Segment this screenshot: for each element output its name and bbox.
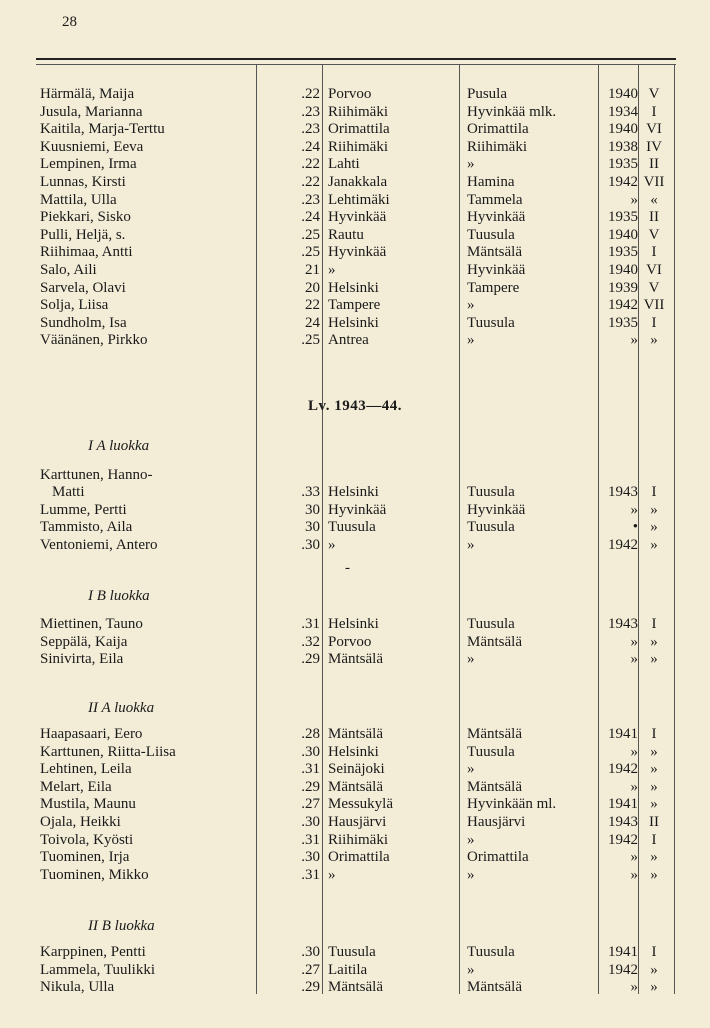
cell-age: 21 <box>305 262 320 278</box>
table-row <box>0 484 710 501</box>
cell-class: VII <box>643 174 665 190</box>
table-row <box>0 104 710 121</box>
cell-year: 1935 <box>608 314 638 331</box>
cell-name: Kuusniemi, Eeva <box>40 138 144 155</box>
cell-home: » <box>467 651 475 668</box>
cell-born: Helsinki <box>328 616 379 632</box>
cell-class: I <box>651 944 657 960</box>
header-rule-thin <box>36 64 676 65</box>
cell-year: » <box>630 778 638 795</box>
cell-class: » <box>650 979 658 996</box>
cell-age: .22 <box>301 156 320 173</box>
cell-class: » <box>650 796 658 813</box>
cell-name: Seppälä, Kaija <box>40 633 128 650</box>
cell-age: .30 <box>301 849 320 866</box>
cell-home: Tuusula <box>467 616 515 632</box>
cell-home: Pusula <box>467 86 508 102</box>
cell-home: Tuusula <box>467 226 515 243</box>
cell-home: » <box>467 866 475 883</box>
cell-class: » <box>650 536 658 553</box>
cell-class: « <box>650 191 658 208</box>
cell-year: 1935 <box>608 244 638 261</box>
cell-name: Lempinen, Irma <box>40 156 137 173</box>
cell-age: .29 <box>301 651 320 668</box>
header-rule <box>36 58 676 60</box>
cell-born: Riihimäki <box>328 103 388 120</box>
cell-year: 1942 <box>608 961 638 978</box>
cell-class: II <box>649 156 659 173</box>
table-row <box>0 209 710 226</box>
table-row <box>0 519 710 536</box>
cell-year: 1935 <box>608 156 638 173</box>
cell-year: 1940 <box>608 262 638 278</box>
cell-name: Piekkari, Sisko <box>40 209 131 226</box>
cell-name: Mattila, Ulla <box>40 191 117 208</box>
cell-name: Tuominen, Irja <box>40 849 130 866</box>
cell-class: II <box>649 209 659 226</box>
cell-year: 1942 <box>608 831 638 848</box>
cell-age: .25 <box>301 244 320 261</box>
cell-age: .24 <box>301 138 320 155</box>
table-row <box>0 332 710 349</box>
cell-name: Solja, Liisa <box>40 297 109 314</box>
cell-class: » <box>650 633 658 650</box>
cell-name: Kaitila, Marja-Terttu <box>40 121 165 138</box>
cell-born: Lehtimäki <box>328 191 390 208</box>
cell-class: I <box>651 726 657 742</box>
table-row <box>0 867 710 884</box>
table-row <box>0 537 710 554</box>
cell-year: 1942 <box>608 536 638 553</box>
cell-class: V <box>648 279 660 296</box>
table-row <box>0 761 710 778</box>
cell-age: .27 <box>301 796 320 813</box>
cell-born: Porvoo <box>328 86 372 102</box>
cell-home: Mäntsälä <box>467 633 522 650</box>
cell-name: Lammela, Tuulikki <box>40 961 156 978</box>
cell-home: Mäntsälä <box>467 979 522 996</box>
table-row <box>0 744 710 761</box>
cell-born: Porvoo <box>328 633 372 650</box>
cell-age: .27 <box>301 961 320 978</box>
cell-year: » <box>630 332 638 349</box>
table-row <box>0 962 710 979</box>
cell-name: Miettinen, Tauno <box>40 616 143 632</box>
cell-year: 1942 <box>608 761 638 778</box>
cell-home: Tuusula <box>467 944 515 960</box>
table-row <box>0 779 710 796</box>
cell-born: Helsinki <box>328 484 379 500</box>
cell-name: Karttunen, Hanno- <box>40 467 153 483</box>
cell-born: Rautu <box>328 226 364 243</box>
cell-year: » <box>630 866 638 883</box>
cell-name: Härmälä, Maija <box>40 86 135 102</box>
cell-home: Tuusula <box>467 484 515 500</box>
cell-home: Tuusula <box>467 314 515 331</box>
cell-class: » <box>650 332 658 349</box>
cell-name: Tammisto, Aila <box>40 519 133 536</box>
cell-name: Mustila, Maunu <box>40 796 136 813</box>
cell-class: V <box>648 226 660 243</box>
table-row <box>0 315 710 332</box>
cell-class: I <box>651 314 657 331</box>
cell-home: Hyvinkää <box>467 262 526 278</box>
table-row <box>0 192 710 209</box>
cell-home: Orimattila <box>467 849 529 866</box>
cell-name: Ventoniemi, Antero <box>40 536 158 553</box>
cell-year: 1938 <box>608 138 638 155</box>
table-row <box>0 944 710 961</box>
cell-year: 1941 <box>608 944 638 960</box>
cell-age: 24 <box>305 314 320 331</box>
cell-born: Riihimäki <box>328 138 388 155</box>
cell-home: Hamina <box>467 174 515 190</box>
cell-born: Hyvinkää <box>328 244 387 261</box>
cell-born: Mäntsälä <box>328 651 383 668</box>
table-row <box>0 227 710 244</box>
table-row <box>0 616 710 633</box>
cell-age: .31 <box>301 616 320 632</box>
section-title: I B luokka <box>88 588 150 604</box>
cell-name: Karttunen, Riitta-Liisa <box>40 743 176 760</box>
cell-name: Sundholm, Isa <box>40 314 127 331</box>
cell-born: Tuusula <box>328 944 376 960</box>
cell-age: .25 <box>301 332 320 349</box>
cell-class: II <box>649 814 659 830</box>
cell-year: 1935 <box>608 209 638 226</box>
cell-born: Riihimäki <box>328 831 388 848</box>
table-row-name-line <box>0 467 710 484</box>
cell-home: Tuusula <box>467 743 515 760</box>
cell-age: .30 <box>301 536 320 553</box>
cell-year: 1942 <box>608 297 638 314</box>
cell-born: Mäntsälä <box>328 778 383 795</box>
cell-age: 30 <box>305 501 320 518</box>
cell-age: .31 <box>301 866 320 883</box>
cell-home: » <box>467 332 475 349</box>
cell-home: Tammela <box>467 191 523 208</box>
table-row <box>0 726 710 743</box>
section-title: II A luokka <box>88 700 155 716</box>
cell-class: V <box>648 86 660 102</box>
cell-age: .29 <box>301 778 320 795</box>
cell-year: » <box>630 849 638 866</box>
cell-year: 1942 <box>608 174 638 190</box>
cell-year: 1943 <box>608 616 638 632</box>
table-row <box>0 86 710 103</box>
cell-class: I <box>651 103 657 120</box>
cell-born: Tampere <box>328 297 381 314</box>
cell-name: Pulli, Heljä, s. <box>40 226 126 243</box>
cell-age: .30 <box>301 944 320 960</box>
table-row <box>0 280 710 297</box>
cell-name: Sarvela, Olavi <box>40 279 126 296</box>
cell-age: .23 <box>301 191 320 208</box>
cell-year: 1939 <box>608 279 638 296</box>
cell-age: .22 <box>301 86 320 102</box>
cell-name: Salo, Aili <box>40 262 97 278</box>
cell-name: Lunnas, Kirsti <box>40 174 126 190</box>
cell-name: Lumme, Pertti <box>40 501 127 518</box>
table-row <box>0 262 710 279</box>
table-row <box>0 832 710 849</box>
cell-name: Matti <box>52 484 85 500</box>
cell-age: .22 <box>301 174 320 190</box>
table-row <box>0 244 710 261</box>
cell-age: .23 <box>301 121 320 138</box>
cell-home: Orimattila <box>467 121 529 138</box>
cell-year: 1943 <box>608 484 638 500</box>
cell-year: » <box>630 633 638 650</box>
table-row <box>0 297 710 314</box>
cell-home: » <box>467 761 475 778</box>
cell-year: » <box>630 191 638 208</box>
cell-age: .25 <box>301 226 320 243</box>
cell-born: Tuusula <box>328 519 376 536</box>
table-row <box>0 849 710 866</box>
cell-age: .33 <box>301 484 320 500</box>
cell-born: Seinäjoki <box>328 761 385 778</box>
cell-class: » <box>650 778 658 795</box>
page-number: 28 <box>62 14 77 30</box>
cell-age: .30 <box>301 743 320 760</box>
cell-home: Hausjärvi <box>467 814 526 830</box>
table-row <box>0 139 710 156</box>
cell-age: .30 <box>301 814 320 830</box>
cell-name: Lehtinen, Leila <box>40 761 132 778</box>
cell-home: » <box>467 156 475 173</box>
cell-class: VI <box>646 121 662 138</box>
table-row <box>0 502 710 519</box>
cell-name: Väänänen, Pirkko <box>40 332 148 349</box>
table-row <box>0 979 710 996</box>
table-row <box>0 121 710 138</box>
cell-year: 1940 <box>608 86 638 102</box>
cell-born: » <box>328 262 336 278</box>
table-row <box>0 634 710 651</box>
school-year-heading: Lv. 1943—44. <box>308 398 402 414</box>
cell-class: » <box>650 651 658 668</box>
cell-born: Hyvinkää <box>328 209 387 226</box>
cell-age: .32 <box>301 633 320 650</box>
cell-born: Helsinki <box>328 743 379 760</box>
cell-year: 1943 <box>608 814 638 830</box>
cell-class: I <box>651 244 657 261</box>
cell-age: .24 <box>301 209 320 226</box>
cell-home: Mäntsälä <box>467 726 522 742</box>
cell-name: Melart, Eila <box>40 778 112 795</box>
table-row <box>0 796 710 813</box>
cell-year: » <box>630 501 638 518</box>
table-row <box>0 651 710 668</box>
cell-year: » <box>630 743 638 760</box>
cell-class: VI <box>646 262 662 278</box>
cell-name: Tuominen, Mikko <box>40 866 149 883</box>
cell-year: » <box>630 651 638 668</box>
cell-age: .23 <box>301 103 320 120</box>
cell-home: Tampere <box>467 279 520 296</box>
cell-class: I <box>651 831 657 848</box>
cell-home: » <box>467 961 475 978</box>
cell-name: Haapasaari, Eero <box>40 726 143 742</box>
cell-year: • <box>632 519 638 536</box>
cell-name: Riihimaa, Antti <box>40 244 133 261</box>
cell-age: .31 <box>301 761 320 778</box>
cell-class: IV <box>646 138 662 155</box>
cell-home: » <box>467 536 475 553</box>
cell-class: » <box>650 961 658 978</box>
cell-age: .28 <box>301 726 320 742</box>
cell-class: I <box>651 484 657 500</box>
cell-born: Hausjärvi <box>328 814 387 830</box>
cell-name: Karppinen, Pentti <box>40 944 146 960</box>
section-title: I A luokka <box>88 438 150 454</box>
cell-home: » <box>467 297 475 314</box>
cell-home: Mäntsälä <box>467 244 522 261</box>
cell-year: 1934 <box>608 103 638 120</box>
cell-born: Laitila <box>328 961 368 978</box>
cell-name: Nikula, Ulla <box>40 979 115 996</box>
cell-home: » <box>467 831 475 848</box>
cell-born: Mäntsälä <box>328 726 383 742</box>
cell-born: » <box>328 866 336 883</box>
cell-home: Mäntsälä <box>467 778 522 795</box>
cell-born: Antrea <box>328 332 369 349</box>
cell-name: Jusula, Marianna <box>40 103 143 120</box>
cell-age: .29 <box>301 979 320 996</box>
cell-born: Mäntsälä <box>328 979 383 996</box>
cell-class: VII <box>643 297 665 314</box>
cell-year: 1940 <box>608 226 638 243</box>
cell-class: » <box>650 866 658 883</box>
separator-dash: - <box>345 560 350 576</box>
table-row <box>0 174 710 191</box>
cell-class: » <box>650 761 658 778</box>
cell-born: Helsinki <box>328 279 379 296</box>
cell-age: 22 <box>305 297 320 314</box>
cell-born: Janakkala <box>328 174 388 190</box>
cell-name: Sinivirta, Eila <box>40 651 124 668</box>
cell-age: 30 <box>305 519 320 536</box>
cell-born: Orimattila <box>328 849 390 866</box>
cell-class: » <box>650 519 658 536</box>
table-row <box>0 814 710 831</box>
table-row <box>0 156 710 173</box>
cell-born: Messukylä <box>328 796 393 813</box>
cell-year: 1940 <box>608 121 638 138</box>
cell-home: Hyvinkää <box>467 501 526 518</box>
cell-age: .31 <box>301 831 320 848</box>
cell-class: » <box>650 743 658 760</box>
cell-home: Hyvinkään ml. <box>467 796 557 813</box>
cell-home: Riihimäki <box>467 138 527 155</box>
cell-home: Hyvinkää <box>467 209 526 226</box>
cell-class: » <box>650 501 658 518</box>
section-title: II B luokka <box>88 918 155 934</box>
cell-year: 1941 <box>608 796 638 813</box>
cell-born: Hyvinkää <box>328 501 387 518</box>
cell-born: » <box>328 536 336 553</box>
cell-born: Helsinki <box>328 314 379 331</box>
cell-name: Ojala, Heikki <box>40 814 121 830</box>
cell-born: Lahti <box>328 156 360 173</box>
cell-born: Orimattila <box>328 121 390 138</box>
cell-class: » <box>650 849 658 866</box>
cell-home: Hyvinkää mlk. <box>467 103 557 120</box>
cell-age: 20 <box>305 279 320 296</box>
cell-home: Tuusula <box>467 519 515 536</box>
cell-name: Toivola, Kyösti <box>40 831 134 848</box>
cell-year: 1941 <box>608 726 638 742</box>
cell-year: » <box>630 979 638 996</box>
cell-class: I <box>651 616 657 632</box>
